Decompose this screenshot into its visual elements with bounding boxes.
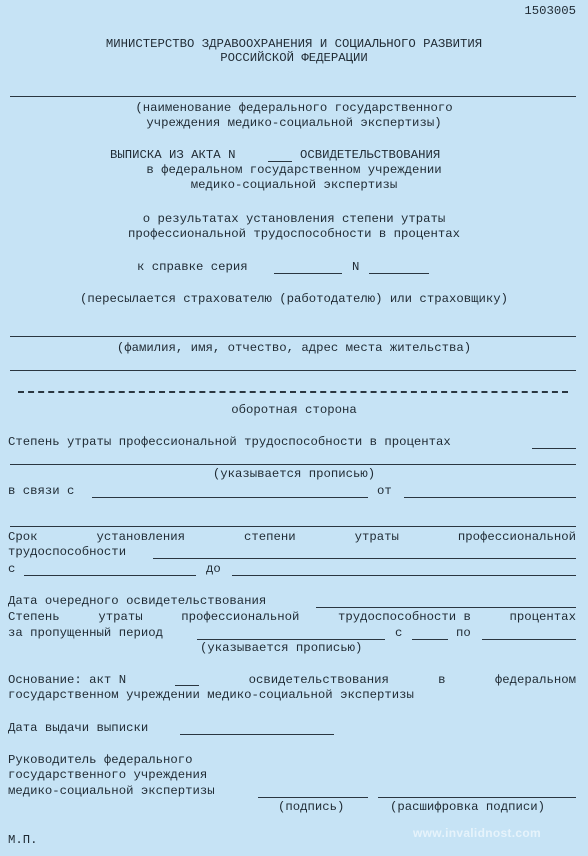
stamp-label: М.П. bbox=[8, 833, 38, 847]
missed-hint: (указывается прописью) bbox=[200, 641, 363, 655]
term-word-3: степени bbox=[244, 530, 296, 544]
decoding-field[interactable] bbox=[378, 797, 576, 798]
person-field[interactable] bbox=[10, 336, 576, 337]
title-line-3: медико-социальной экспертизы bbox=[190, 178, 398, 192]
certificate-prefix: к справке серия bbox=[137, 260, 248, 274]
issue-date-field[interactable] bbox=[180, 734, 334, 735]
missed-to-field[interactable] bbox=[482, 639, 576, 640]
basis-word-4: федеральном bbox=[494, 673, 576, 687]
term-line-2: трудоспособности bbox=[8, 545, 127, 559]
term-word-4: утраты bbox=[354, 530, 399, 544]
in-connection-label: в связи с bbox=[8, 484, 75, 498]
degree-field[interactable] bbox=[532, 448, 576, 449]
person-hint: (фамилия, имя, отчество, адрес места жительства) bbox=[116, 341, 472, 355]
certificate-number-label: N bbox=[352, 260, 360, 274]
certificate-series-field[interactable] bbox=[274, 273, 342, 274]
subtitle-line-2: профессиональной трудоспособности в процентах bbox=[127, 227, 461, 241]
term-word-2: установления bbox=[96, 530, 186, 544]
in-connection-date-field[interactable] bbox=[404, 497, 576, 498]
act-number-field[interactable] bbox=[268, 161, 292, 162]
term-field[interactable] bbox=[153, 558, 576, 559]
term-line-1 bbox=[8, 530, 576, 545]
title-line-2: в федеральном государственном учреждении bbox=[146, 163, 442, 177]
missed-line-2: за пропущенный период bbox=[8, 626, 163, 640]
title-exam: ОСВИДЕТЕЛЬСТВОВАНИЯ bbox=[300, 148, 441, 162]
head-line-3: медико-социальной экспертизы bbox=[8, 784, 215, 798]
term-from-label: с bbox=[8, 562, 16, 576]
title-act: ВЫПИСКА ИЗ АКТА N bbox=[110, 148, 236, 162]
forwarded-note: (пересылается страхователю (работодателю) или страховщику) bbox=[79, 292, 508, 306]
head-line-1: Руководитель федерального bbox=[8, 753, 193, 767]
missed-word-1: Степень bbox=[8, 610, 60, 624]
next-exam-label: Дата очередного освидетельствования bbox=[8, 594, 267, 608]
basis-act-number-field[interactable] bbox=[175, 673, 199, 686]
head-line-2: государственного учреждения bbox=[8, 768, 208, 782]
certificate-number-field[interactable] bbox=[369, 273, 429, 274]
issue-date-label: Дата выдачи выписки bbox=[8, 721, 149, 735]
missed-word-5: процентах bbox=[509, 610, 576, 624]
term-to-field[interactable] bbox=[232, 575, 576, 576]
person-field-2[interactable] bbox=[10, 370, 576, 371]
basis-word-2: освидетельствования bbox=[248, 673, 389, 687]
degree-label: Степень утраты профессиональной трудоспособности в процентах bbox=[8, 435, 451, 449]
missed-word-2: утраты bbox=[98, 610, 143, 624]
basis-word-3: в bbox=[438, 673, 446, 687]
basis-line-2: государственном учреждении медико-социальной экспертизы bbox=[8, 688, 414, 702]
term-word-5: профессиональной bbox=[457, 530, 576, 544]
decoding-hint: (расшифровка подписи) bbox=[390, 800, 545, 814]
missed-to-label: по bbox=[456, 626, 471, 640]
signature-hint: (подпись) bbox=[278, 800, 345, 814]
term-word-1: Срок bbox=[8, 530, 38, 544]
institution-hint-2: учреждения медико-социальной экспертизы) bbox=[146, 116, 442, 130]
missed-field[interactable] bbox=[197, 639, 385, 640]
ministry-line-1: МИНИСТЕРСТВО ЗДРАВООХРАНЕНИЯ И СОЦИАЛЬНОГО РАЗВИТИЯ bbox=[105, 37, 483, 51]
subtitle-line-1: о результатах установления степени утраты bbox=[142, 212, 446, 226]
institution-name-field[interactable] bbox=[10, 96, 576, 97]
term-to-label: до bbox=[206, 562, 221, 576]
ministry-line-2: РОССИЙСКОЙ ФЕДЕРАЦИИ bbox=[220, 51, 368, 65]
degree-words-hint: (указывается прописью) bbox=[212, 467, 376, 481]
missed-from-field[interactable] bbox=[412, 639, 448, 640]
next-exam-field[interactable] bbox=[316, 607, 576, 608]
form-number: 1503005 bbox=[524, 4, 576, 18]
missed-word-3: профессиональной bbox=[181, 610, 300, 624]
signature-field[interactable] bbox=[258, 797, 368, 798]
watermark: www.invalidnost.com bbox=[413, 826, 541, 840]
basis-act-label: Основание: акт N bbox=[8, 673, 127, 687]
institution-hint-1: (наименование федерального государственного bbox=[135, 101, 453, 115]
in-connection-field[interactable] bbox=[92, 497, 368, 498]
degree-words-field[interactable] bbox=[10, 464, 576, 465]
term-from-field[interactable] bbox=[24, 575, 196, 576]
missed-word-4: трудоспособности в bbox=[338, 610, 471, 624]
cut-line bbox=[18, 391, 568, 393]
missed-from-label: с bbox=[395, 626, 403, 640]
missed-line-1 bbox=[8, 610, 576, 625]
basis-line-1 bbox=[8, 673, 576, 688]
in-connection-field-2[interactable] bbox=[10, 526, 576, 527]
in-connection-from-label: от bbox=[377, 484, 392, 498]
reverse-side-label: оборотная сторона bbox=[231, 403, 357, 417]
